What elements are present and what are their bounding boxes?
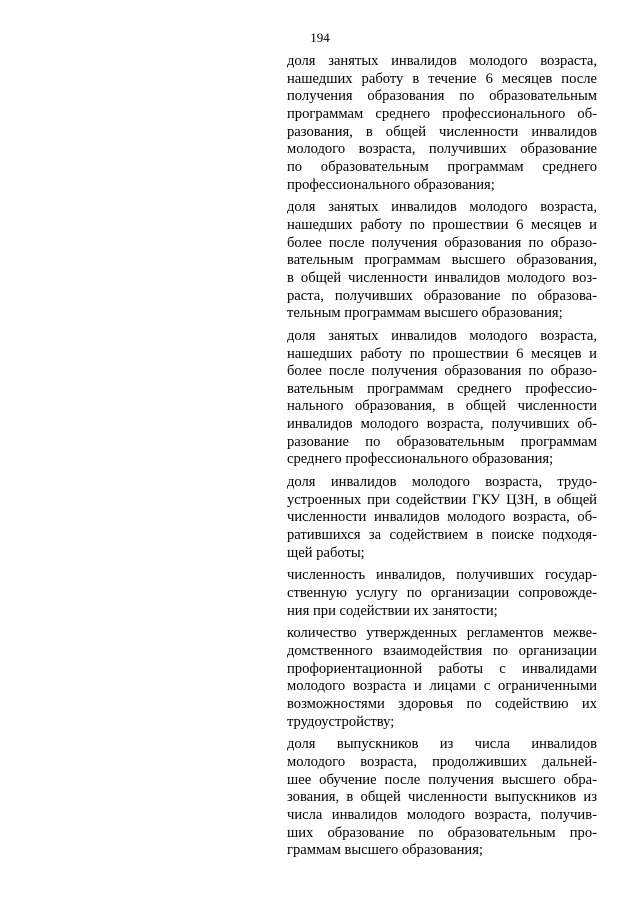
text-line: зования, в общей численности выпускников из xyxy=(287,789,597,806)
text-line: молодого возраста и лицами с ограниченными xyxy=(287,678,597,695)
text-line: ния при содействии их занятости; xyxy=(287,602,498,619)
text-line: программам среднего профессионального об- xyxy=(287,105,597,122)
text-line: молодого возраста, продолживших дальней- xyxy=(287,753,597,770)
list-item xyxy=(287,567,597,620)
text-line: ратившихся за содействием в поиске подходя- xyxy=(287,527,597,544)
text-line: нашедших работу по прошествии 6 месяцев и xyxy=(287,345,597,362)
text-line: молодого возраста, получивших образование xyxy=(287,141,597,158)
list-item xyxy=(287,199,597,323)
text-line: раста, получивших образование по образова- xyxy=(287,287,597,304)
text-line: щей работы; xyxy=(287,544,365,561)
list-item xyxy=(287,53,597,194)
text-line: доля занятых инвалидов молодого возраста, xyxy=(287,327,597,344)
text-line: более после получения образования по образо- xyxy=(287,363,597,380)
text-line: в общей численности инвалидов молодого воз- xyxy=(287,269,597,286)
text-line: доля инвалидов молодого возраста, трудо- xyxy=(287,474,597,491)
text-line: шее обучение после получения высшего обра- xyxy=(287,771,597,788)
text-line: более после получения образования по образо- xyxy=(287,234,597,251)
text-line: ших образование по образовательным про- xyxy=(287,824,597,841)
text-line: численности инвалидов молодого возраста, об- xyxy=(287,509,597,526)
text-line: инвалидов молодого возраста, получивших об- xyxy=(287,416,597,433)
text-line: профориентационной работы с инвалидами xyxy=(287,660,597,677)
text-line: среднего профессионального образования; xyxy=(287,451,554,468)
list-item xyxy=(287,328,597,469)
text-line: устроенных при содействии ГКУ ЦЗН, в общей xyxy=(287,491,597,508)
text-line: нального образования, в общей численности xyxy=(287,398,597,415)
text-line: доля занятых инвалидов молодого возраста, xyxy=(287,53,597,69)
text-line: профессионального образования; xyxy=(287,176,495,193)
text-line: числа инвалидов молодого возраста, получив- xyxy=(287,806,597,823)
text-line: тельным программам высшего образования; xyxy=(287,305,563,322)
text-line: численность инвалидов, получивших государ- xyxy=(287,567,597,584)
page-number: 194 xyxy=(310,30,330,45)
list-item xyxy=(287,625,597,731)
text-line: домственного взаимодействия по организации xyxy=(287,643,597,659)
text-line: разования, в общей численности инвалидов xyxy=(287,123,597,140)
text-line: возможностями здоровья по содействию их xyxy=(287,695,597,712)
text-line: вательным программам среднего профессио- xyxy=(287,380,597,397)
text-line: количество утвержденных регламентов межве- xyxy=(287,625,597,642)
text-line: ственную услугу по организации сопровожде- xyxy=(287,585,597,602)
list-item xyxy=(287,736,597,860)
text-line: по образовательным программам среднего xyxy=(287,158,597,175)
list-item xyxy=(287,474,597,562)
document-body xyxy=(287,53,597,860)
text-line: вательным программам высшего образования, xyxy=(287,252,597,269)
text-line: нашедших работу в течение 6 месяцев после xyxy=(287,70,597,87)
text-line: доля занятых инвалидов молодого возраста, xyxy=(287,199,597,216)
text-line: граммам высшего образования; xyxy=(287,842,483,859)
text-line: доля выпускников из числа инвалидов xyxy=(287,736,597,753)
text-line: трудоустройству; xyxy=(287,713,395,730)
text-line: разование по образовательным программам xyxy=(287,433,597,450)
text-line: нашедших работу по прошествии 6 месяцев и xyxy=(287,216,597,233)
text-line: получения образования по образовательным xyxy=(287,88,597,105)
